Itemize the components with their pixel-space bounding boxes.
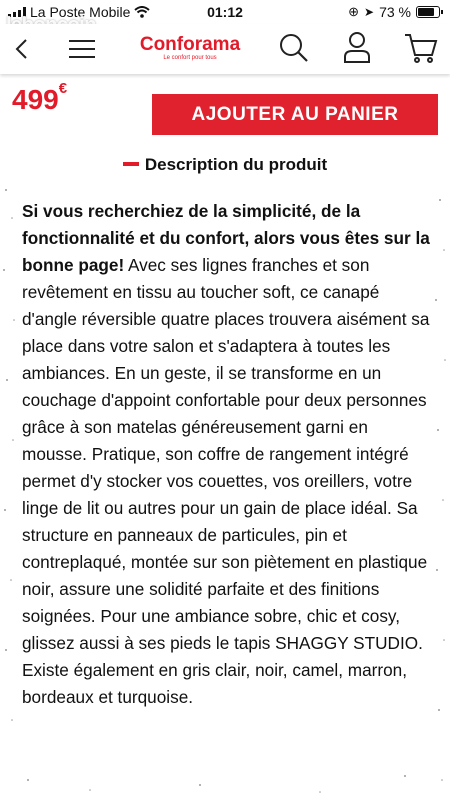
battery-percent: 73 % (379, 4, 411, 20)
status-time: 01:12 (207, 4, 243, 20)
price-value: 499 (12, 84, 59, 115)
back-arrow-icon[interactable] (14, 38, 28, 60)
price-row (0, 79, 450, 137)
battery-icon (416, 6, 440, 18)
description-body: Avec ses lignes franches et son revêtement en tissu au toucher soft, ce canapé d'angle réversible quatre places trouvera aisément sa place dans votre salon et s'adaptera à toutes les ambiances. En un geste, il se transforme en un couchage d'appoint confortable pour deux personnes grâce à son matelas généreusement garni en mousse. Pratique, son coffre de rangement intégré permet d'y stocker vos couettes, vos oreillers, votre linge de lit ou autres pour un gain de place idéal. Sa structure en panneaux de particules, pin et contreplaqué, montée sur son piètement en plastique noir, assure une solidité parfaite et des finitions soignées. Pour une ambiance sobre, chic et cosy, glissez aussi à ses pieds le tapis SHAGGY STUDIO. Existe également en gris clair, noir, camel, marron, bordeaux et turquoise. (22, 255, 430, 707)
description-heading-text: Description du produit (144, 155, 328, 174)
carrier-name: La Poste Mobile (30, 4, 131, 20)
logo-tagline: Le confort pour tous (163, 55, 217, 61)
rotation-lock-icon: ⊕ (348, 4, 360, 19)
menu-icon[interactable] (68, 39, 96, 59)
description-lead: Si vous recherchiez de la simplicité, de la fonctionnalité et du confort, alors vous êtes sur la bonne page! (22, 201, 430, 275)
heading-accent-bar (123, 162, 139, 166)
conforama-logo[interactable] (135, 35, 245, 62)
price-currency: € (58, 79, 68, 97)
status-right (348, 4, 440, 20)
add-to-cart-button[interactable]: AJOUTER AU PANIER (152, 94, 438, 135)
shopping-cart-icon[interactable] (404, 32, 438, 64)
user-account-icon[interactable] (343, 31, 371, 63)
site-header (0, 24, 450, 74)
search-icon[interactable] (278, 32, 310, 64)
description-heading (0, 155, 450, 175)
logo-name: Conforama (139, 34, 241, 55)
product-description (22, 198, 432, 711)
product-price (12, 79, 68, 116)
location-icon: ➤ (364, 5, 375, 19)
